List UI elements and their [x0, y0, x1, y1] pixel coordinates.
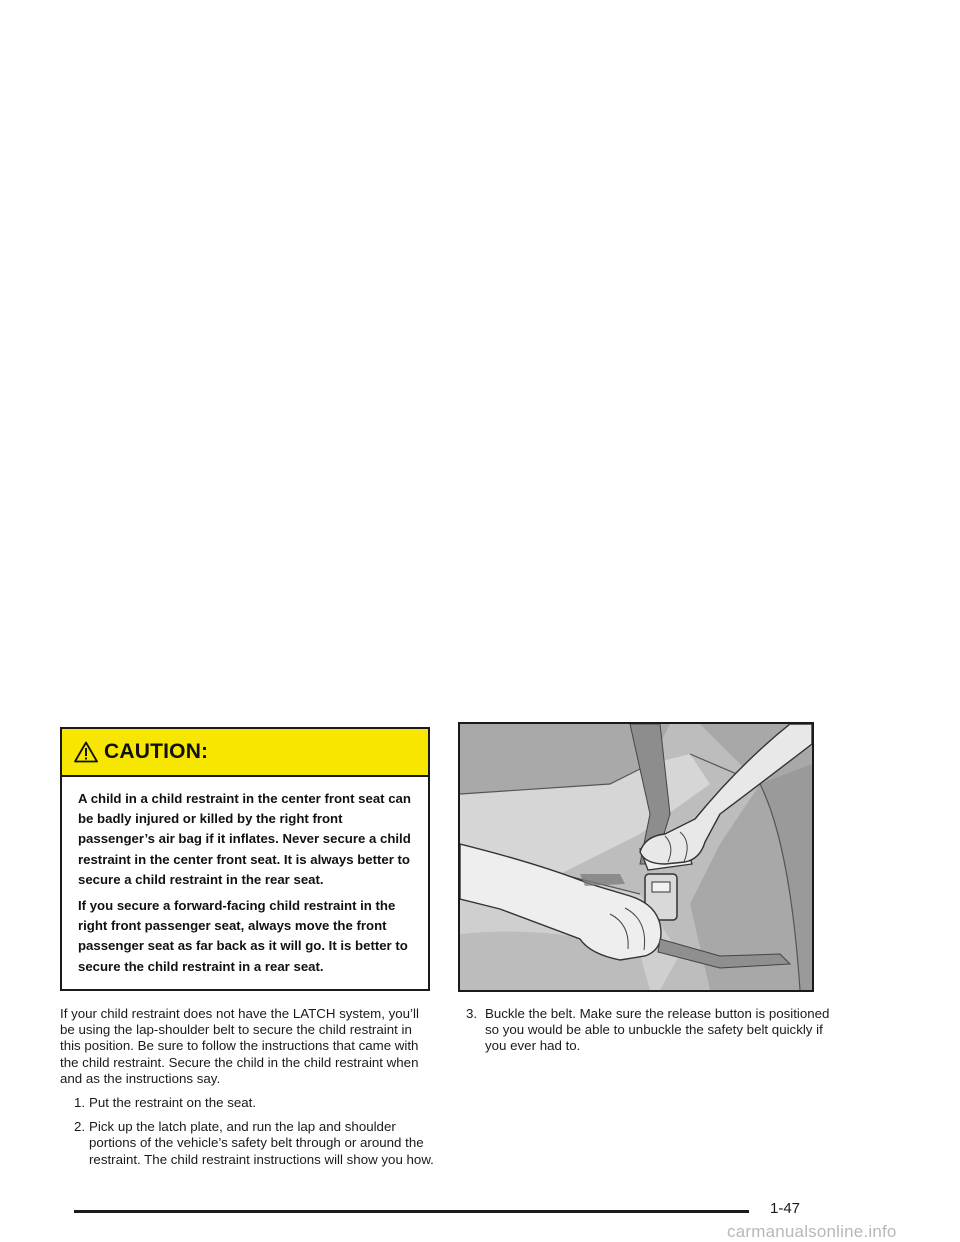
step-number: 3.: [466, 1006, 478, 1021]
caution-paragraph: If you secure a forward-facing child restraint in the right front passenger seat, always move the front passenger seat as far back as it will go. It is better to secure the child restraint in a rear seat.: [78, 898, 408, 974]
left-column-text: [60, 1006, 434, 1176]
caution-paragraph: A child in a child restraint in the center front seat can be badly injured or killed by the right front passenger’s air bag if it inflates. Never secure a child restraint in the center front seat. It is always better to secure a child restraint in the rear seat.: [78, 791, 411, 887]
right-column-text: [466, 1006, 846, 1063]
steps-list: [60, 1095, 434, 1168]
caution-body: [62, 777, 428, 977]
intro-paragraph: If your child restraint does not have the LATCH system, you’ll be using the lap-shoulder belt to secure the child restraint in this position. Be sure to follow the instructions that came with the child restraint. Secure the child in the child restraint when and as the instructions say.: [60, 1006, 419, 1086]
footer-rule: [74, 1210, 749, 1213]
step-number: 1.: [74, 1095, 86, 1111]
step-text: Put the restraint on the seat.: [89, 1095, 257, 1111]
step-number: 2.: [74, 1119, 86, 1135]
step-item: [466, 1006, 846, 1055]
watermark: carmanualsonline.info: [727, 1222, 897, 1241]
step-item: [74, 1119, 434, 1168]
warning-triangle-icon: [74, 741, 98, 763]
step-text: Buckle the belt. Make sure the release button is positioned so you would be able to unbuckle the safety belt quickly if you ever had to.: [485, 1006, 830, 1054]
seatbelt-illustration: [458, 722, 814, 992]
page-number: 1-47: [770, 1200, 801, 1217]
seatbelt-buckling-drawing: [460, 724, 812, 990]
caution-header: [62, 729, 428, 777]
step-item: [74, 1095, 434, 1111]
caution-title: CAUTION:: [104, 740, 209, 763]
step-text: Pick up the latch plate, and run the lap and shoulder portions of the vehicle’s safety belt through or around the restraint. The child restraint instructions will show you how.: [89, 1119, 434, 1167]
caution-box: [60, 727, 430, 991]
